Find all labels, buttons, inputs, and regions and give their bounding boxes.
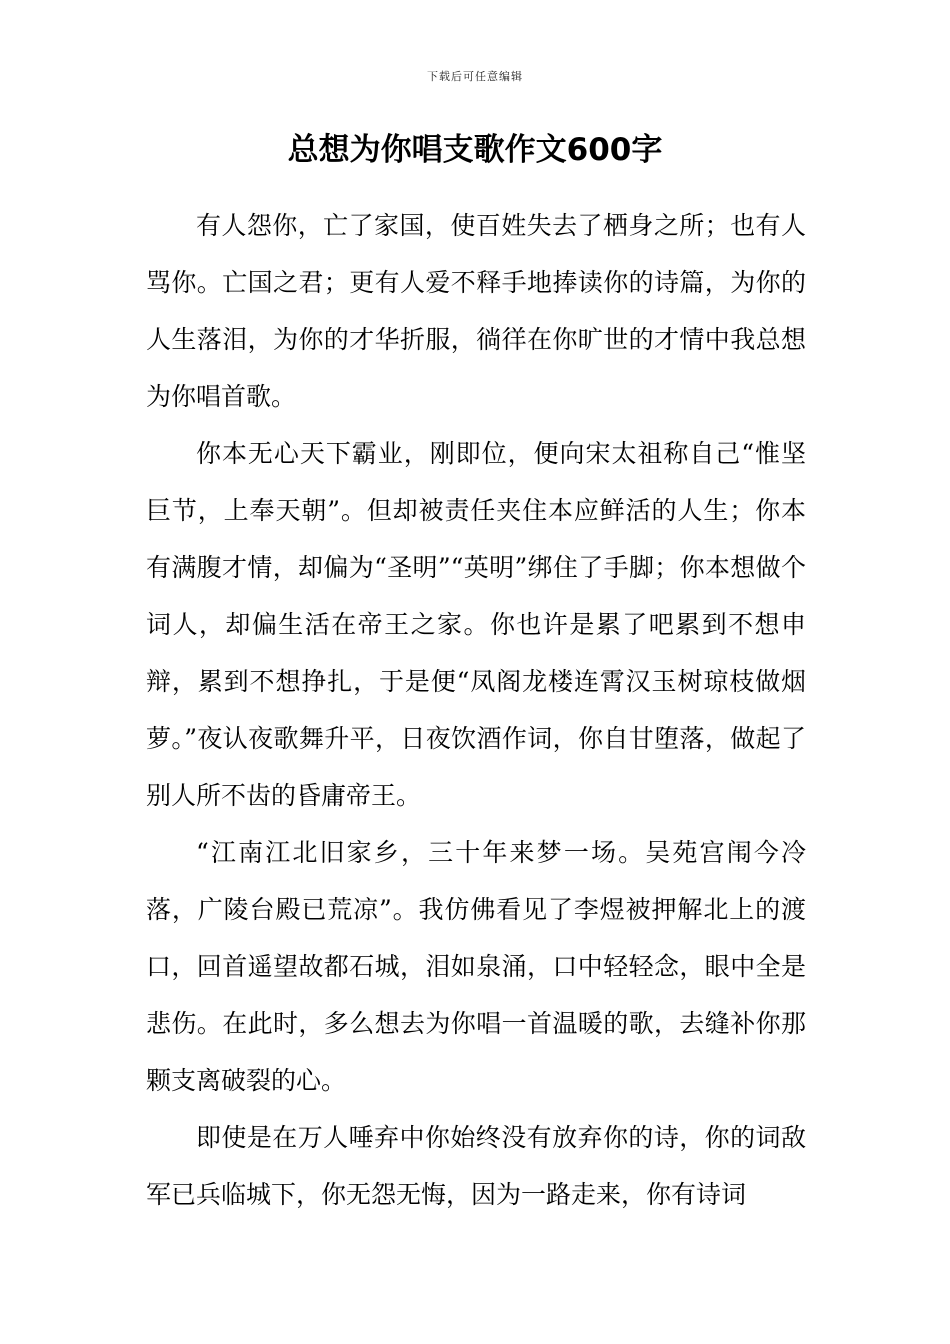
- document-body: [146, 197, 806, 1223]
- paragraph-3: “江南江北旧家乡，三十年来梦一场。吴苑宫闱今冷落，广陵台殿已荒凉”。我仿佛看见了李煜被押解北上的渡口，回首遥望故都石城，泪如泉涌，口中轻轻念，眼中全是悲伤。在此时，多么想去为你唱一首温暖的歌，去缝补你那颗支离破裂的心。: [146, 838, 806, 1095]
- document-title: 总想为你唱支歌作文600字: [287, 132, 663, 168]
- header-note: 下载后可任意编辑: [427, 70, 523, 83]
- paragraph-2: 你本无心天下霸业，刚即位，便向宋太祖称自己“惟坚巨节，上奉天朝”。但却被责任夹住本应鲜活的人生；你本有满腹才情，却偏为“圣明”“英明”绑住了手脚；你本想做个词人，却偏生活在帝王之家。你也许是累了吧累到不想申辩，累到不想挣扎，于是便“凤阁龙楼连霄汉玉树琼枝做烟萝。”夜认夜歌舞升平，日夜饮酒作词，你自甘堕落，做起了别人所不齿的昏庸帝王。: [146, 439, 806, 810]
- paragraph-1: 有人怨你，亡了家国，使百姓失去了栖身之所；也有人骂你。亡国之君；更有人爱不释手地捧读你的诗篇，为你的人生落泪，为你的才华折服，徜徉在你旷世的才情中我总想为你唱首歌。: [146, 211, 806, 411]
- paragraph-4: 即使是在万人唾弃中你始终没有放弃你的诗，你的词敌军已兵临城下，你无怨无悔，因为一路走来，你有诗词: [146, 1123, 806, 1209]
